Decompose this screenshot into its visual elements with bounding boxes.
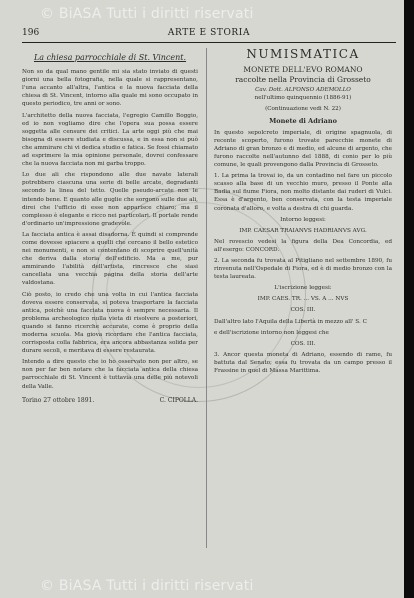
inscription: COS. III. bbox=[290, 307, 316, 314]
page-header bbox=[22, 24, 396, 40]
paragraph: In questo sepolcreto imperiale, di origine spagnuola, di recente scoperto, furono trovate parecchie monete di Adriano di gran bronzo e di medio, ed alcune di argento, che furono raccolte nell'autunno del 1888, di conio per lo più comune, le quali provengono dalla Provincia di Grosseto. bbox=[214, 129, 392, 169]
continuation-note: (Continuazione vedi N. 22) bbox=[265, 106, 341, 113]
left-column bbox=[22, 48, 198, 405]
article-subtitle: MONETE DELL'EVO ROMANO bbox=[243, 65, 363, 75]
list-item: Dall'altro lato l'Aquila della Libertà in mezzo all' S. C bbox=[214, 318, 367, 325]
paragraph: Ciò posto, io credo che una volta in cui l'antica facciata doveva essere conservata, si poteva trasportare la facciata antica, poichè una facciata nuova è sempre necessaria. Il problema archeologico nulla vieta di risolvere a posteriori, quando si fanno ricerche accurate, come è proprio della moderna scuola. Ma giova ricordare che l'antica facciata, corrisposta colla fabbrica, era ancora abbastanza solida per durare secoli, e meritava di essere restaurata. bbox=[22, 291, 198, 355]
article-subtitle-2: raccolte nella Provincia di Grosseto bbox=[235, 75, 371, 85]
paragraph: Lo due ali che rispondono alle due navate laterali potrebbero ciascuna una serie di belle arcate, degradanti secondo la linea del tetto. Quelle pseudo-arcate non le intendo bene. E quanto alle guglie che sorgono sulle due ali, direi che l'ufficio di esse non apparisce chiaro; ma il complesso è elegante e ricco nei particolari. Il portale rende d'ordinario un'impressione gradevole. bbox=[22, 172, 198, 227]
list-item: 3. Ancor questa moneta di Adriano, essendo di rame, fu battuta dal Senato; essa fu trovata da un campo presso il Frassine in quel di Massa Marittima. bbox=[214, 351, 392, 374]
place-date: Torino 27 ottobre 1891. bbox=[22, 396, 95, 404]
list-item: Intorno leggesi: bbox=[280, 216, 326, 223]
list-item: e dell'iscrizione intorno non leggesi che bbox=[214, 329, 329, 336]
inscription: COS. III. bbox=[290, 340, 316, 347]
author-note: nell'ultimo quinquennio (1886-91) bbox=[254, 95, 352, 102]
page-number: 196 bbox=[22, 28, 40, 38]
journal-title: ARTE E STORIA bbox=[167, 28, 251, 38]
author-signature: C. CIPOLLA. bbox=[159, 396, 198, 404]
article-title: La chiesa parrocchiale di St. Vincent. bbox=[33, 53, 187, 62]
list-item: 1. La prima la trovai io, da un contadino nel fare un piccolo scasso alla base di un vecchio muro, presso il Ponte alla Badia sul fiume Fiora, non molto distante dai ruderi di Vulci. Essa è d'argento, ben conservata, con la testa imperiale coronata d'alloro, e volta a destra di chi guarda. bbox=[214, 173, 392, 212]
watermark-top: © BiASA Tutti i diritti riservati bbox=[40, 6, 254, 22]
list-item: L'iscrizione leggesi: bbox=[274, 285, 332, 292]
column-separator bbox=[206, 48, 207, 548]
subsection-title: Monete di Adriano bbox=[269, 116, 337, 125]
list-item: 2. La seconda fu trovata al Pitigliano nel settembre 1890, fu rinvenuta nell'Ospedale di Fiora, ed è di medio bronzo con la testa laureata. bbox=[214, 257, 392, 281]
inscription: IMP. CAES. TR. ... VS. A ... NVS bbox=[257, 296, 349, 303]
paragraph: Intendo a dire questo che io ho osservato non per altro, se non per far ben notare che la facciata antica della chiesa parrocchiale di St. Vincent è tuttavia una delle più notevoli della Valle. bbox=[22, 359, 198, 390]
right-column bbox=[214, 48, 392, 378]
scan-edge bbox=[404, 0, 414, 598]
inscription: IMP. CAESAR TRAIANVS HADRIANVS AVG. bbox=[239, 227, 367, 234]
paragraph: L'architetto della nuova facciata, l'egregio Camillo Boggio, ed io non vogliamo dire che l'opera sua possa essere soggetta alle censure dei critici. La arte oggi più che mai bisogna di essere studiata e discussa, e in essa non si può che ammirare chi vi dedica studio e fatica. Se fossi chiamato ad esprimere la mia opinione personale, dovrei confessare che la nuova facciata non mi garba troppo. bbox=[22, 112, 198, 168]
list-item: Nel rovescio vedesi la figura della Dea Concordia, ed all'esergo: CONCORD. bbox=[214, 238, 392, 253]
article-author: Cav. Dott. ALFONSO ADEMOLLO bbox=[255, 87, 351, 94]
watermark-bottom: © BiASA Tutti i diritti riservati bbox=[40, 578, 254, 594]
article-footer bbox=[22, 397, 198, 405]
section-title: NUMISMATICA bbox=[246, 47, 360, 61]
paragraph: Non so da qual mano gentile mi sia stato inviato di questi giorni una bella fotografia, nella quale si rappresentano, l'una accanto all'altra, l'antica e la nuova facciata della chiesa di St. Vincent, intorno alla quale mi sono occupato in questo periodico, tre anni or sono. bbox=[22, 69, 198, 108]
paragraph: La facciata antica è assai disadorna. È quindi si comprende come dovesse spiacere a quelli che cercano il bello estetico nei monumenti, e non si contentano di scoprire quell'unità che deriva dalla storia dell'edificio. Ma a me, pur ammirando l'abilità dell'artista, rincresce che siasi cancellata una vecchia pagina della storia dell'arte valdostana. bbox=[22, 231, 198, 287]
header-rule bbox=[22, 42, 396, 43]
